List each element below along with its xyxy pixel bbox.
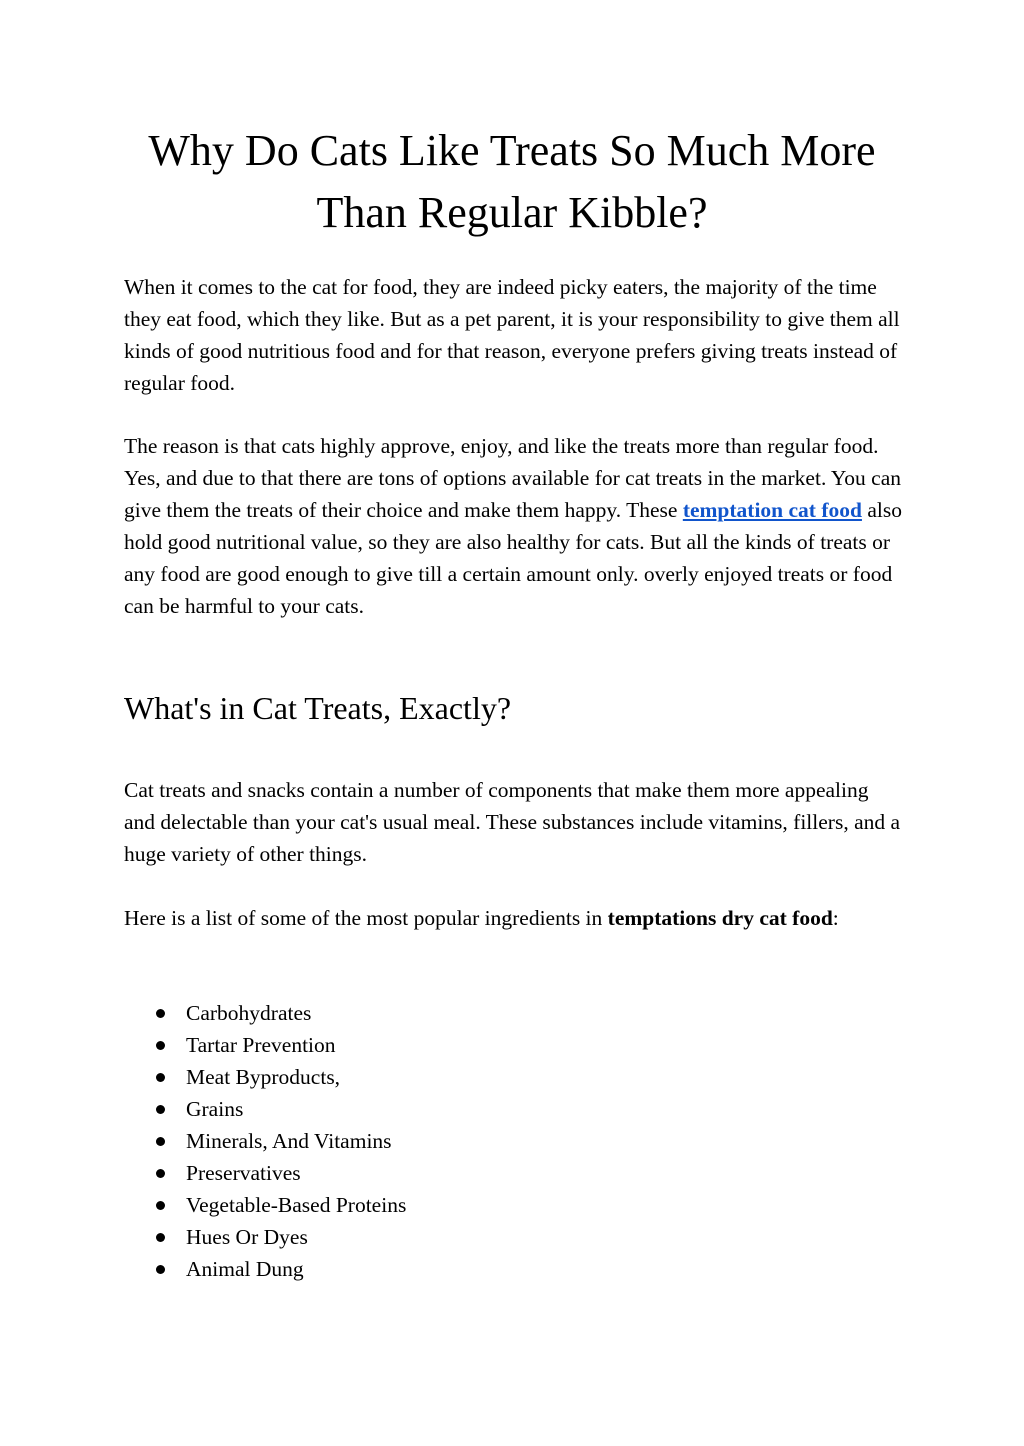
bullet-dot-icon xyxy=(156,1233,165,1242)
list-item xyxy=(124,1157,824,1189)
bullet-dot-icon xyxy=(156,1073,165,1082)
list-item xyxy=(124,1125,824,1157)
bullet-dot-icon xyxy=(156,1041,165,1050)
section-heading: What's in Cat Treats, Exactly? xyxy=(124,690,512,726)
list-intro-colon: : xyxy=(832,906,839,930)
bullet-dot-icon xyxy=(156,1169,165,1178)
ingredient-label: Meat Byproducts, xyxy=(186,1065,341,1089)
page-title: Why Do Cats Like Treats So Much More Than Regular Kibble? xyxy=(148,126,876,237)
bullet-dot-icon xyxy=(156,1105,165,1114)
bullet-dot-icon xyxy=(156,1009,165,1018)
ingredient-label: Preservatives xyxy=(186,1161,301,1185)
reason-text-after-link: also hold good nutritional value, so they are also healthy for cats. But all the kinds of treats or any food are good enough to give till a certain amount only. overly enjoyed treats or food can be harmful to your cats. xyxy=(124,498,902,618)
list-item xyxy=(124,1029,824,1061)
list-item xyxy=(124,1061,824,1093)
bullet-dot-icon xyxy=(156,1137,165,1146)
list-item xyxy=(124,1221,824,1253)
ingredient-label: Hues Or Dyes xyxy=(186,1225,308,1249)
list-item xyxy=(124,997,824,1029)
list-item xyxy=(124,1093,824,1125)
list-item xyxy=(124,1189,824,1221)
ingredients-list xyxy=(124,997,824,1285)
ingredient-label: Grains xyxy=(186,1097,244,1121)
reason-text-before-link: The reason is that cats highly approve, enjoy, and like the treats more than regular food. Yes, and due to that there are tons of options available for cat treats in the market. You can give them the treats of their choice and make them happy. These xyxy=(124,434,901,522)
list-intro-bold-text: temptations dry cat food xyxy=(607,906,833,930)
list-item xyxy=(124,1253,824,1285)
list-intro-text: Here is a list of some of the most popular ingredients in xyxy=(124,906,608,930)
ingredient-label: Carbohydrates xyxy=(186,1001,312,1025)
ingredient-label: Animal Dung xyxy=(186,1257,304,1281)
bullet-dot-icon xyxy=(156,1265,165,1274)
ingredient-label: Tartar Prevention xyxy=(186,1033,336,1057)
temptation-cat-food-link[interactable]: temptation cat food xyxy=(682,498,862,522)
ingredient-label: Vegetable-Based Proteins xyxy=(186,1193,407,1217)
intro-paragraph: When it comes to the cat for food, they are indeed picky eaters, the majority of the time they eat food, which they like. But as a pet parent, it is your responsibility to give them all kinds of good nutritious food and for that reason, everyone prefers giving treats instead of regular food. xyxy=(124,275,900,395)
list-intro-paragraph xyxy=(124,902,904,934)
ingredient-label: Minerals, And Vitamins xyxy=(186,1129,392,1153)
bullet-dot-icon xyxy=(156,1201,165,1210)
reason-paragraph xyxy=(124,430,904,622)
components-paragraph: Cat treats and snacks contain a number of components that make them more appealing and delectable than your cat's usual meal. These substances include vitamins, fillers, and a huge variety of other things. xyxy=(124,778,901,866)
